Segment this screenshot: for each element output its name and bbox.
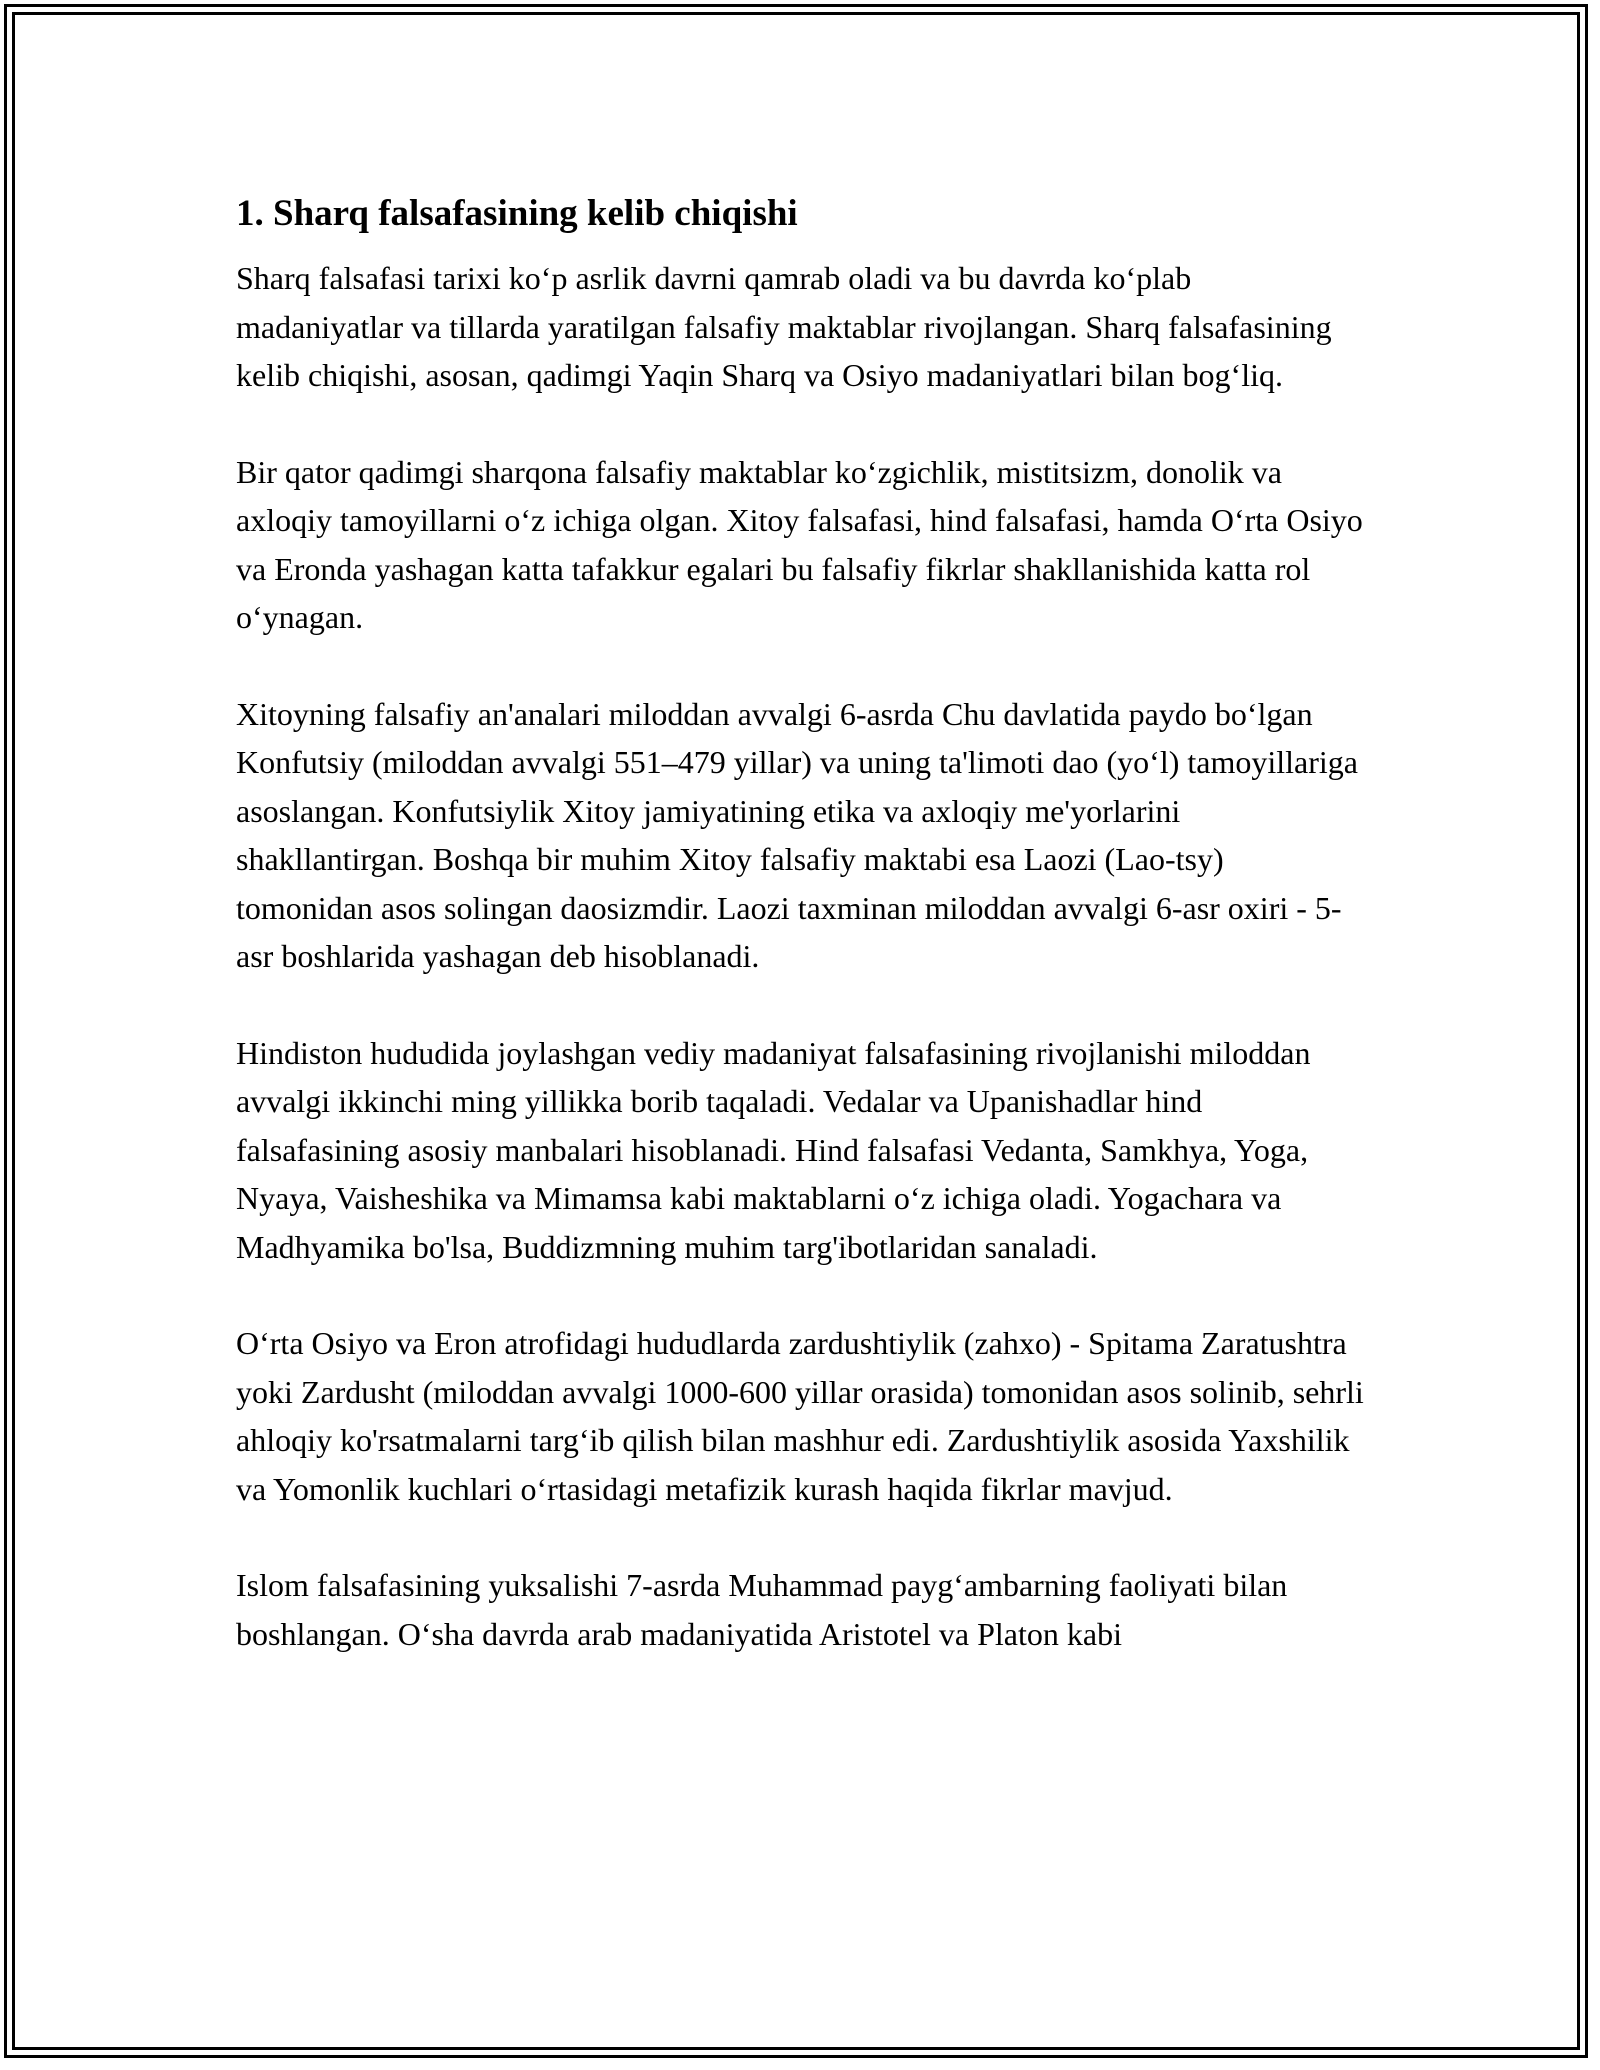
paragraph-origins: Sharq falsafasi tarixi ko‘p asrlik davrni qamrab oladi va bu davrda ko‘plab madaniyatlar va tillarda yaratilgan falsafiy maktablar rivojlangan. Sharq falsafasining kelib chiqishi, asosan, qadimgi Yaqin Sharq va Osiyo madaniyatlari bilan bog‘liq. <box>236 260 1332 393</box>
paragraph-ancient-schools: Bir qator qadimgi sharqona falsafiy maktablar ko‘zgichlik, mistitsizm, donolik va axloqiy tamoyillarni o‘z ichiga olgan. Xitoy falsafasi, hind falsafasi, hamda O‘rta Osiyo va Eronda yashagan katta tafakkur egalari bu falsafiy fikrlar shakllanishida katta rol o‘ynagan. <box>236 453 1363 635</box>
paragraph-chinese-philosophy: Xitoyning falsafiy an'analari miloddan avvalgi 6-asrda Chu davlatida paydo bo‘lgan Konfutsiy (miloddan avvalgi 551–479 yillar) va uning ta'limoti dao (yo‘l) tamoyillariga asoslangan. Konfutsiylik Xitoy jamiyatining etika va axloqiy me'yorlarini shakllantirgan. Boshqa bir muhim Xitoy falsafiy maktabi esa Laozi (Lao-tsy) tomonidan asos solingan daosizmdir. Laozi taxminan miloddan avvalgi 6-asr oxiri - 5-asr boshlarida yashagan deb hisoblanadi. <box>236 695 1358 974</box>
section-heading: 1. Sharq falsafasining kelib chiqishi <box>236 193 798 234</box>
document-body <box>236 186 1366 1658</box>
paragraph-zoroastrianism: O‘rta Osiyo va Eron atrofidagi hududlarda zardushtiylik (zahxo) - Spitama Zaratushtra yoki Zardusht (miloddan avvalgi 1000-600 yillar orasida) tomonidan asos solinib, sehrli ahloqiy ko'rsatmalarni targ‘ib qilish bilan mashhur edi. Zardushtiylik asosida Yaxshilik va Yomonlik kuchlari o‘rtasidagi metafizik kurash haqida fikrlar mavjud. <box>236 1325 1364 1507</box>
paragraph-indian-philosophy: Hindiston hududida joylashgan vediy madaniyat falsafasining rivojlanishi miloddan avvalgi ikkinchi ming yillikka borib taqaladi. Vedalar va Upanishadlar hind falsafasining asosiy manbalari hisoblanadi. Hind falsafasi Vedanta, Samkhya, Yoga, Nyaya, Vaisheshika va Mimamsa kabi maktablarni o‘z ichiga oladi. Yogachara va Madhyamika bo'lsa, Buddizmning muhim targ'ibotlaridan sanaladi. <box>236 1034 1311 1265</box>
paragraph-islamic-philosophy: Islom falsafasining yuksalishi 7-asrda Muhammad payg‘ambarning faoliyati bilan boshlangan. O‘sha davrda arab madaniyatida Aristotel va Platon kabi <box>236 1567 1288 1652</box>
